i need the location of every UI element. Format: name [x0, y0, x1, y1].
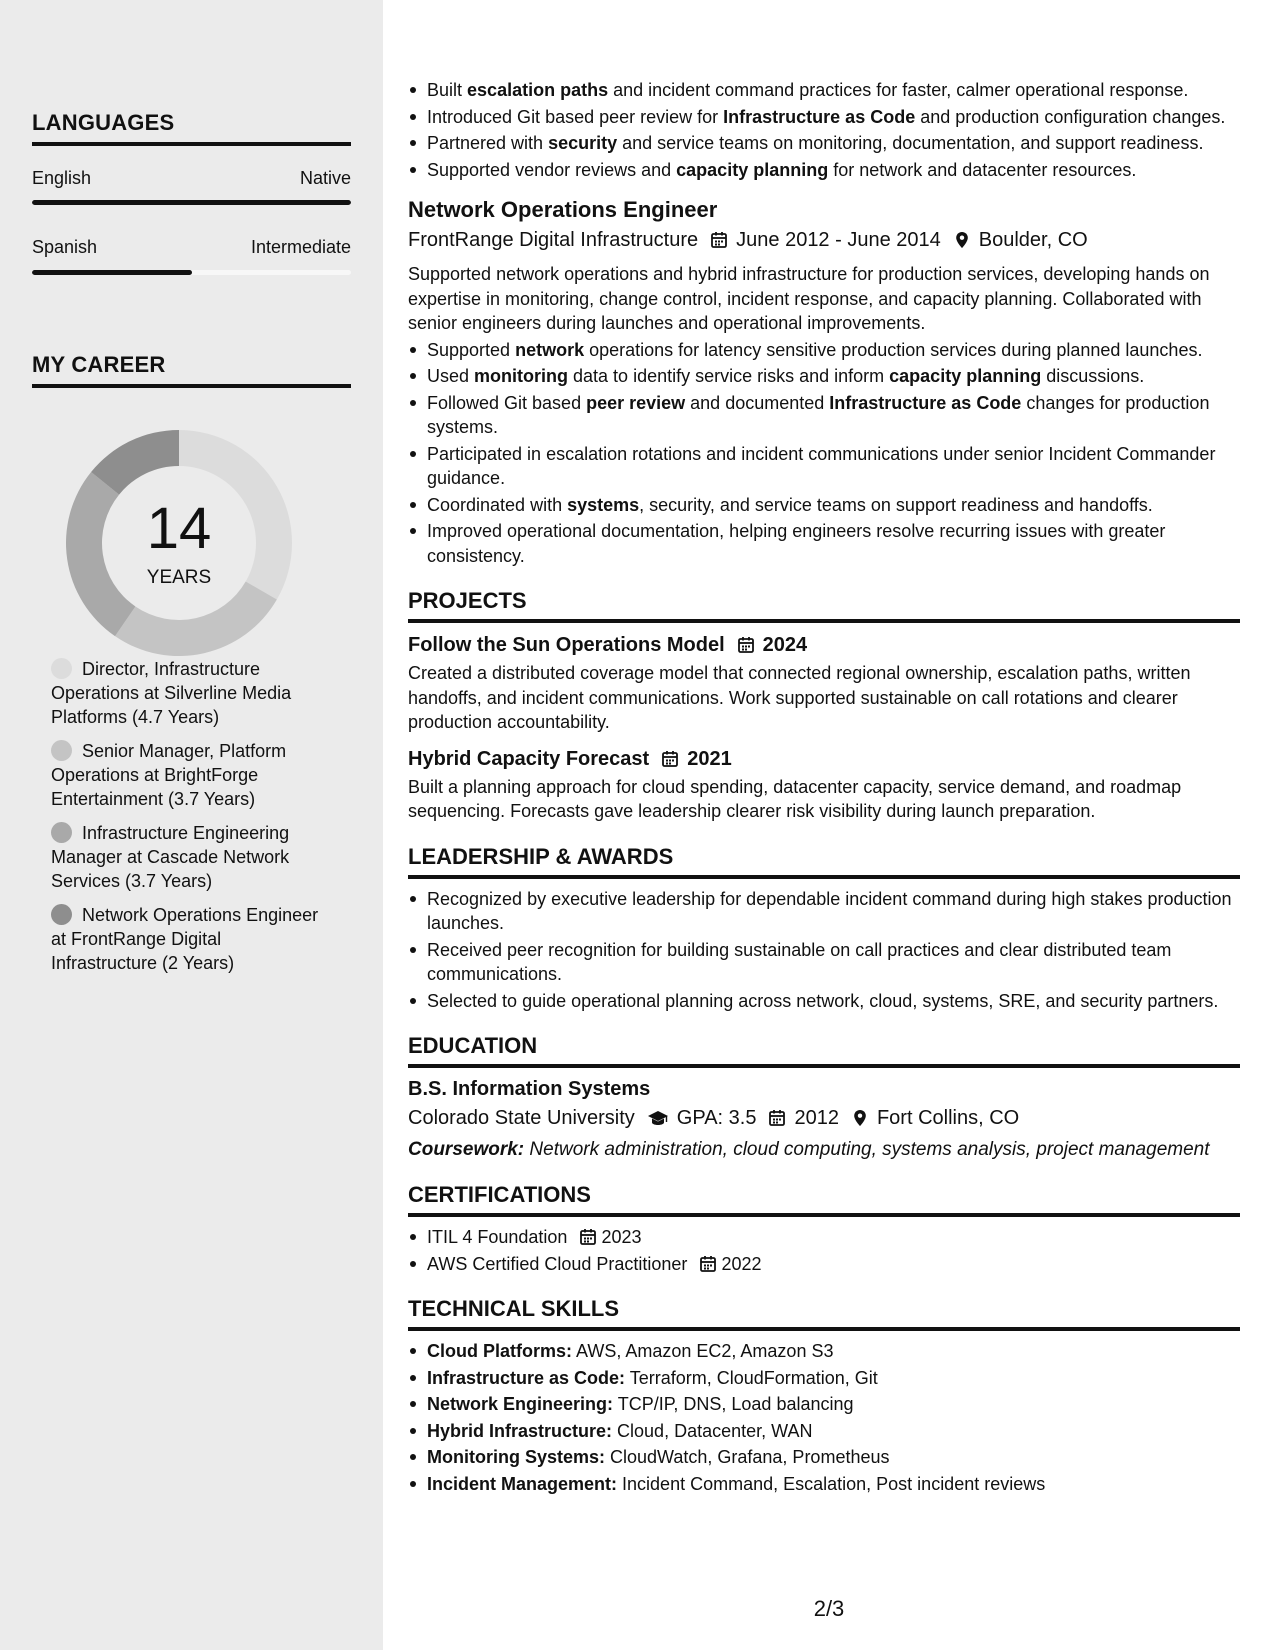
- career-legend-item: [51, 739, 321, 811]
- coursework-label: Coursework:: [408, 1139, 525, 1160]
- legend-dot: [51, 904, 72, 925]
- skill-label: Monitoring Systems:: [427, 1447, 606, 1467]
- leadership-list: [408, 887, 1240, 1014]
- certification-name: ITIL 4 Foundation: [427, 1227, 568, 1247]
- donut-slice: [115, 582, 277, 657]
- list-item: Built escalation paths and incident command practices for faster, calmer operational response.: [408, 78, 1240, 103]
- list-item: Received peer recognition for building sustainable on call practices and clear distributed team communications.: [408, 938, 1240, 987]
- map-pin-icon: [953, 231, 971, 249]
- job-bullets: [408, 338, 1240, 569]
- calendar-icon: [768, 1109, 786, 1127]
- legend-dot: [51, 740, 72, 761]
- certification-item: [408, 1252, 1240, 1277]
- list-item: Supported network operations for latency sensitive production services during planned launches.: [408, 338, 1240, 363]
- skill-value: Cloud, Datacenter, WAN: [612, 1420, 813, 1441]
- skill-value: AWS, Amazon EC2, Amazon S3: [572, 1341, 834, 1361]
- degree-title: B.S. Information Systems: [408, 1078, 651, 1100]
- certification-year: 2022: [721, 1253, 762, 1274]
- skill-item: [408, 1392, 1240, 1417]
- list-item: Selected to guide operational planning across network, cloud, systems, SRE, and security partners.: [408, 989, 1240, 1014]
- career-legend-item: [51, 657, 321, 729]
- career-heading: MY CAREER: [32, 352, 351, 388]
- list-item: Used monitoring data to identify service risks and inform capacity planning discussions.: [408, 364, 1240, 389]
- list-item: Introduced Git based peer review for Infrastructure as Code and production configuration changes.: [408, 105, 1240, 130]
- project-description: Built a planning approach for cloud spending, datacenter capacity, service demand, and roadmap sequencing. Forecasts gave leadership clearer risk visibility during launch preparation.: [408, 776, 1182, 821]
- skills-heading: TECHNICAL SKILLS: [408, 1296, 1240, 1331]
- calendar-icon: [737, 636, 755, 654]
- list-item: Recognized by executive leadership for dependable incident command during high stakes production launches.: [408, 887, 1240, 936]
- career-legend-text: Senior Manager, Platform Operations at BrightForge Entertainment (3.7 Years): [51, 741, 287, 809]
- career-total-years: 14: [146, 496, 212, 561]
- skill-value: Terraform, CloudFormation, Git: [625, 1367, 878, 1388]
- graduation-cap-icon: [647, 1109, 669, 1127]
- education-meta: [408, 1104, 1240, 1132]
- language-bar-spanish: [32, 270, 351, 275]
- list-item: Participated in escalation rotations and incident communications under senior Incident Commander guidance.: [408, 442, 1240, 491]
- project-year: 2021: [687, 747, 732, 770]
- language-bar-english: [32, 200, 351, 205]
- language-level: Native: [299, 168, 351, 188]
- calendar-icon: [661, 750, 679, 768]
- gpa: GPA: 3.5: [676, 1107, 757, 1129]
- projects-heading: PROJECTS: [408, 588, 1240, 623]
- career-years-label: YEARS: [146, 567, 212, 588]
- previous-role-bullets: [408, 78, 1240, 182]
- list-item: Coordinated with systems, security, and service teams on support readiness and handoffs.: [408, 493, 1240, 518]
- skill-label: Incident Management:: [427, 1473, 618, 1494]
- project-description: Created a distributed coverage model that connected regional ownership, escalation paths, written handoffs, and incident communications. Work supported sustainable on call rotations and clearer production accountability.: [408, 663, 1191, 732]
- job-title: Network Operations Engineer: [408, 197, 718, 222]
- skill-item: [408, 1445, 1240, 1470]
- skill-value: CloudWatch, Grafana, Prometheus: [605, 1447, 890, 1467]
- job-summary: Supported network operations and hybrid infrastructure for production services, developing hands on expertise in monitoring, change control, incident response, and capacity planning. Collaborated with senior engineers during launches and operational improvements.: [408, 264, 1210, 333]
- languages-heading: LANGUAGES: [32, 110, 351, 146]
- calendar-icon: [699, 1255, 717, 1273]
- certification-name: AWS Certified Cloud Practitioner: [427, 1253, 688, 1274]
- career-legend-item: [51, 903, 321, 975]
- language-bar-fill: [32, 270, 192, 275]
- education-heading: EDUCATION: [408, 1033, 1240, 1068]
- skill-item: [408, 1472, 1240, 1497]
- legend-dot: [51, 658, 72, 679]
- sidebar: [0, 0, 383, 1650]
- page-number: 2/3: [813, 1596, 845, 1621]
- language-level: Intermediate: [250, 237, 351, 257]
- certification-year: 2023: [601, 1227, 642, 1247]
- calendar-icon: [710, 231, 728, 249]
- school-name: Colorado State University: [408, 1107, 635, 1129]
- job-meta: [408, 226, 1240, 254]
- graduation-year: 2012: [794, 1107, 839, 1129]
- list-item: Partnered with security and service teams on monitoring, documentation, and support readiness.: [408, 131, 1240, 156]
- career-legend-text: Infrastructure Engineering Manager at Cascade Network Services (3.7 Years): [51, 823, 290, 891]
- list-item: Improved operational documentation, helping engineers resolve recurring issues with greater consistency.: [408, 519, 1240, 568]
- skill-item: [408, 1339, 1240, 1364]
- skill-label: Network Engineering:: [427, 1394, 614, 1414]
- coursework-text: Network administration, cloud computing, systems analysis, project management: [524, 1139, 1210, 1160]
- list-item: Followed Git based peer review and documented Infrastructure as Code changes for production systems.: [408, 391, 1240, 440]
- skill-label: Cloud Platforms:: [427, 1341, 573, 1361]
- language-row-english: [32, 168, 351, 189]
- language-row-spanish: [32, 237, 351, 258]
- certifications-list: [408, 1225, 1240, 1276]
- project-title: Follow the Sun Operations Model 2024: [408, 631, 1240, 659]
- job-company: FrontRange Digital Infrastructure: [408, 229, 699, 251]
- main-content: [408, 78, 1240, 1498]
- skill-label: Hybrid Infrastructure:: [427, 1420, 613, 1441]
- project-title: Hybrid Capacity Forecast 2021: [408, 745, 1240, 773]
- school-location: Fort Collins, CO: [876, 1107, 1020, 1129]
- career-legend-text: Director, Infrastructure Operations at Silverline Media Platforms (4.7 Years): [51, 659, 292, 727]
- legend-dot: [51, 822, 72, 843]
- map-pin-icon: [851, 1109, 869, 1127]
- skill-item: [408, 1366, 1240, 1391]
- skill-label: Infrastructure as Code:: [427, 1367, 626, 1388]
- skill-item: [408, 1419, 1240, 1444]
- language-name: Spanish: [32, 237, 98, 257]
- list-item: Supported vendor reviews and capacity planning for network and datacenter resources.: [408, 158, 1240, 183]
- skill-value: Incident Command, Escalation, Post incident reviews: [617, 1473, 1046, 1494]
- skills-list: [408, 1339, 1240, 1496]
- coursework: [408, 1138, 1240, 1162]
- leadership-heading: LEADERSHIP & AWARDS: [408, 844, 1240, 879]
- job-dates: June 2012 - June 2014: [736, 229, 941, 251]
- calendar-icon: [579, 1228, 597, 1246]
- certifications-heading: CERTIFICATIONS: [408, 1182, 1240, 1217]
- career-legend-item: [51, 821, 321, 893]
- certification-item: [408, 1225, 1240, 1250]
- language-name: English: [32, 168, 92, 188]
- project-year: 2024: [762, 634, 808, 656]
- job-location: Boulder, CO: [978, 229, 1088, 251]
- language-bar-fill: [32, 200, 351, 205]
- career-legend-text: Network Operations Engineer at FrontRange Digital Infrastructure (2 Years): [51, 905, 319, 973]
- skill-value: TCP/IP, DNS, Load balancing: [613, 1394, 854, 1414]
